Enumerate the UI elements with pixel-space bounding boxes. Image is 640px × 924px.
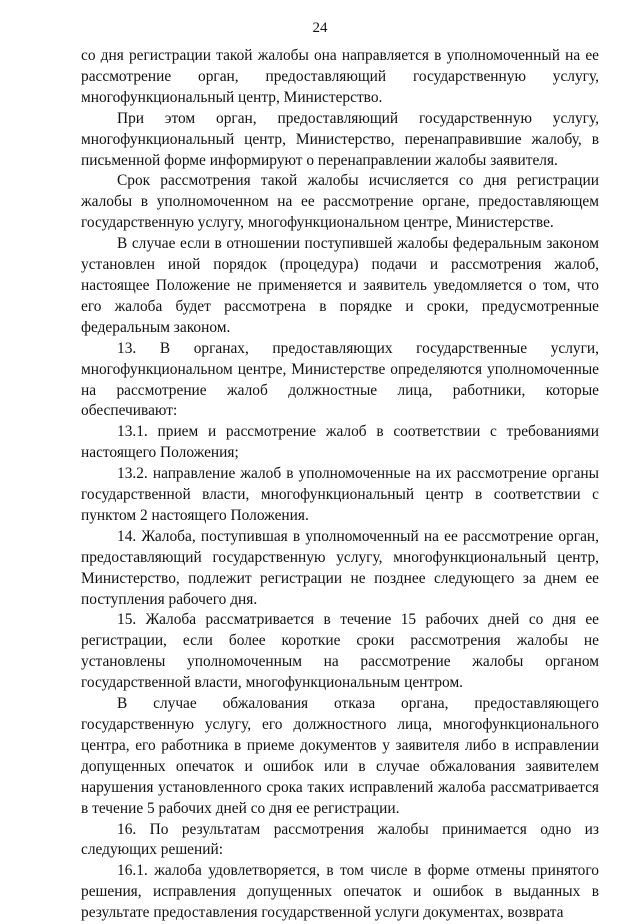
paragraph: со дня регистрации такой жалобы она направляется в уполномоченный на ее рассмотрение орган, предоставляющий государственную услугу, многофункциональный центр, Министерство.: [81, 47, 599, 106]
paragraph: При этом орган, предоставляющий государственную услугу, многофункциональный центр, Министерство, перенаправившие жалобу, в письменной форме информируют о перенаправлении жалобы заявителя.: [81, 109, 599, 169]
paragraph: 13.2. направление жалоб в уполномоченные на их рассмотрение органы государственной власти, многофункциональный центр в соответствии с пунктом 2 настоящего Положения.: [81, 465, 599, 524]
paragraph: Срок рассмотрения такой жалобы исчисляется со дня регистрации жалобы в уполномоченном на ее рассмотрение органе, предоставляющем государственную услугу, многофункциональном центре, Министерстве.: [81, 172, 599, 232]
paragraph: 13. В органах, предоставляющих государственные услуги, многофункциональном центре, Министерстве определяются уполномоченные на рассмотрение жалоб должностные лица, работники, которые обеспечивают:: [81, 339, 599, 420]
paragraph: 16.1. жалоба удовлетворяется, в том числе в форме отмены принятого решения, исправления допущенных опечаток и ошибок в выданных в результате предоставления государственной услуги документах, возврата: [81, 862, 599, 922]
paragraph: 16. По результатам рассмотрения жалобы принимается одно из следующих решений:: [81, 820, 599, 859]
page-number: 24: [312, 20, 328, 36]
paragraph: В случае обжалования отказа органа, предоставляющего государственную услугу, его должностного лица, многофункционального центра, его работника в приеме документов у заявителя либо в исправлении допущенных опечаток и ошибок или в случае обжалования заявителем нарушения установленного срока таких исправлений жалоба рассматривается в течение 5 рабочих дней со дня ее регистрации.: [81, 695, 599, 817]
body-text: [81, 46, 599, 924]
paragraph: В случае если в отношении поступившей жалобы федеральным законом установлен иной порядок (процедура) подачи и рассмотрения жалоб, настоящее Положение не применяется и заявитель уведомляется о том, что его жалоба будет рассмотрена в порядке и сроки, предусмотренные федеральным законом.: [81, 235, 599, 336]
paragraph: 15. Жалоба рассматривается в течение 15 рабочих дней со дня ее регистрации, если более короткие сроки рассмотрения жалобы не установлены уполномоченным на рассмотрение жалобы органом государственной власти, многофункциональным центром.: [81, 611, 599, 692]
paragraph: 14. Жалоба, поступившая в уполномоченный на ее рассмотрение орган, предоставляющий государственную услугу, многофункциональный центр, Министерство, подлежит регистрации не позднее следующего за днем ее поступления рабочего дня.: [81, 527, 599, 608]
paragraph: 13.1. прием и рассмотрение жалоб в соответствии с требованиями настоящего Положения;: [81, 423, 599, 462]
